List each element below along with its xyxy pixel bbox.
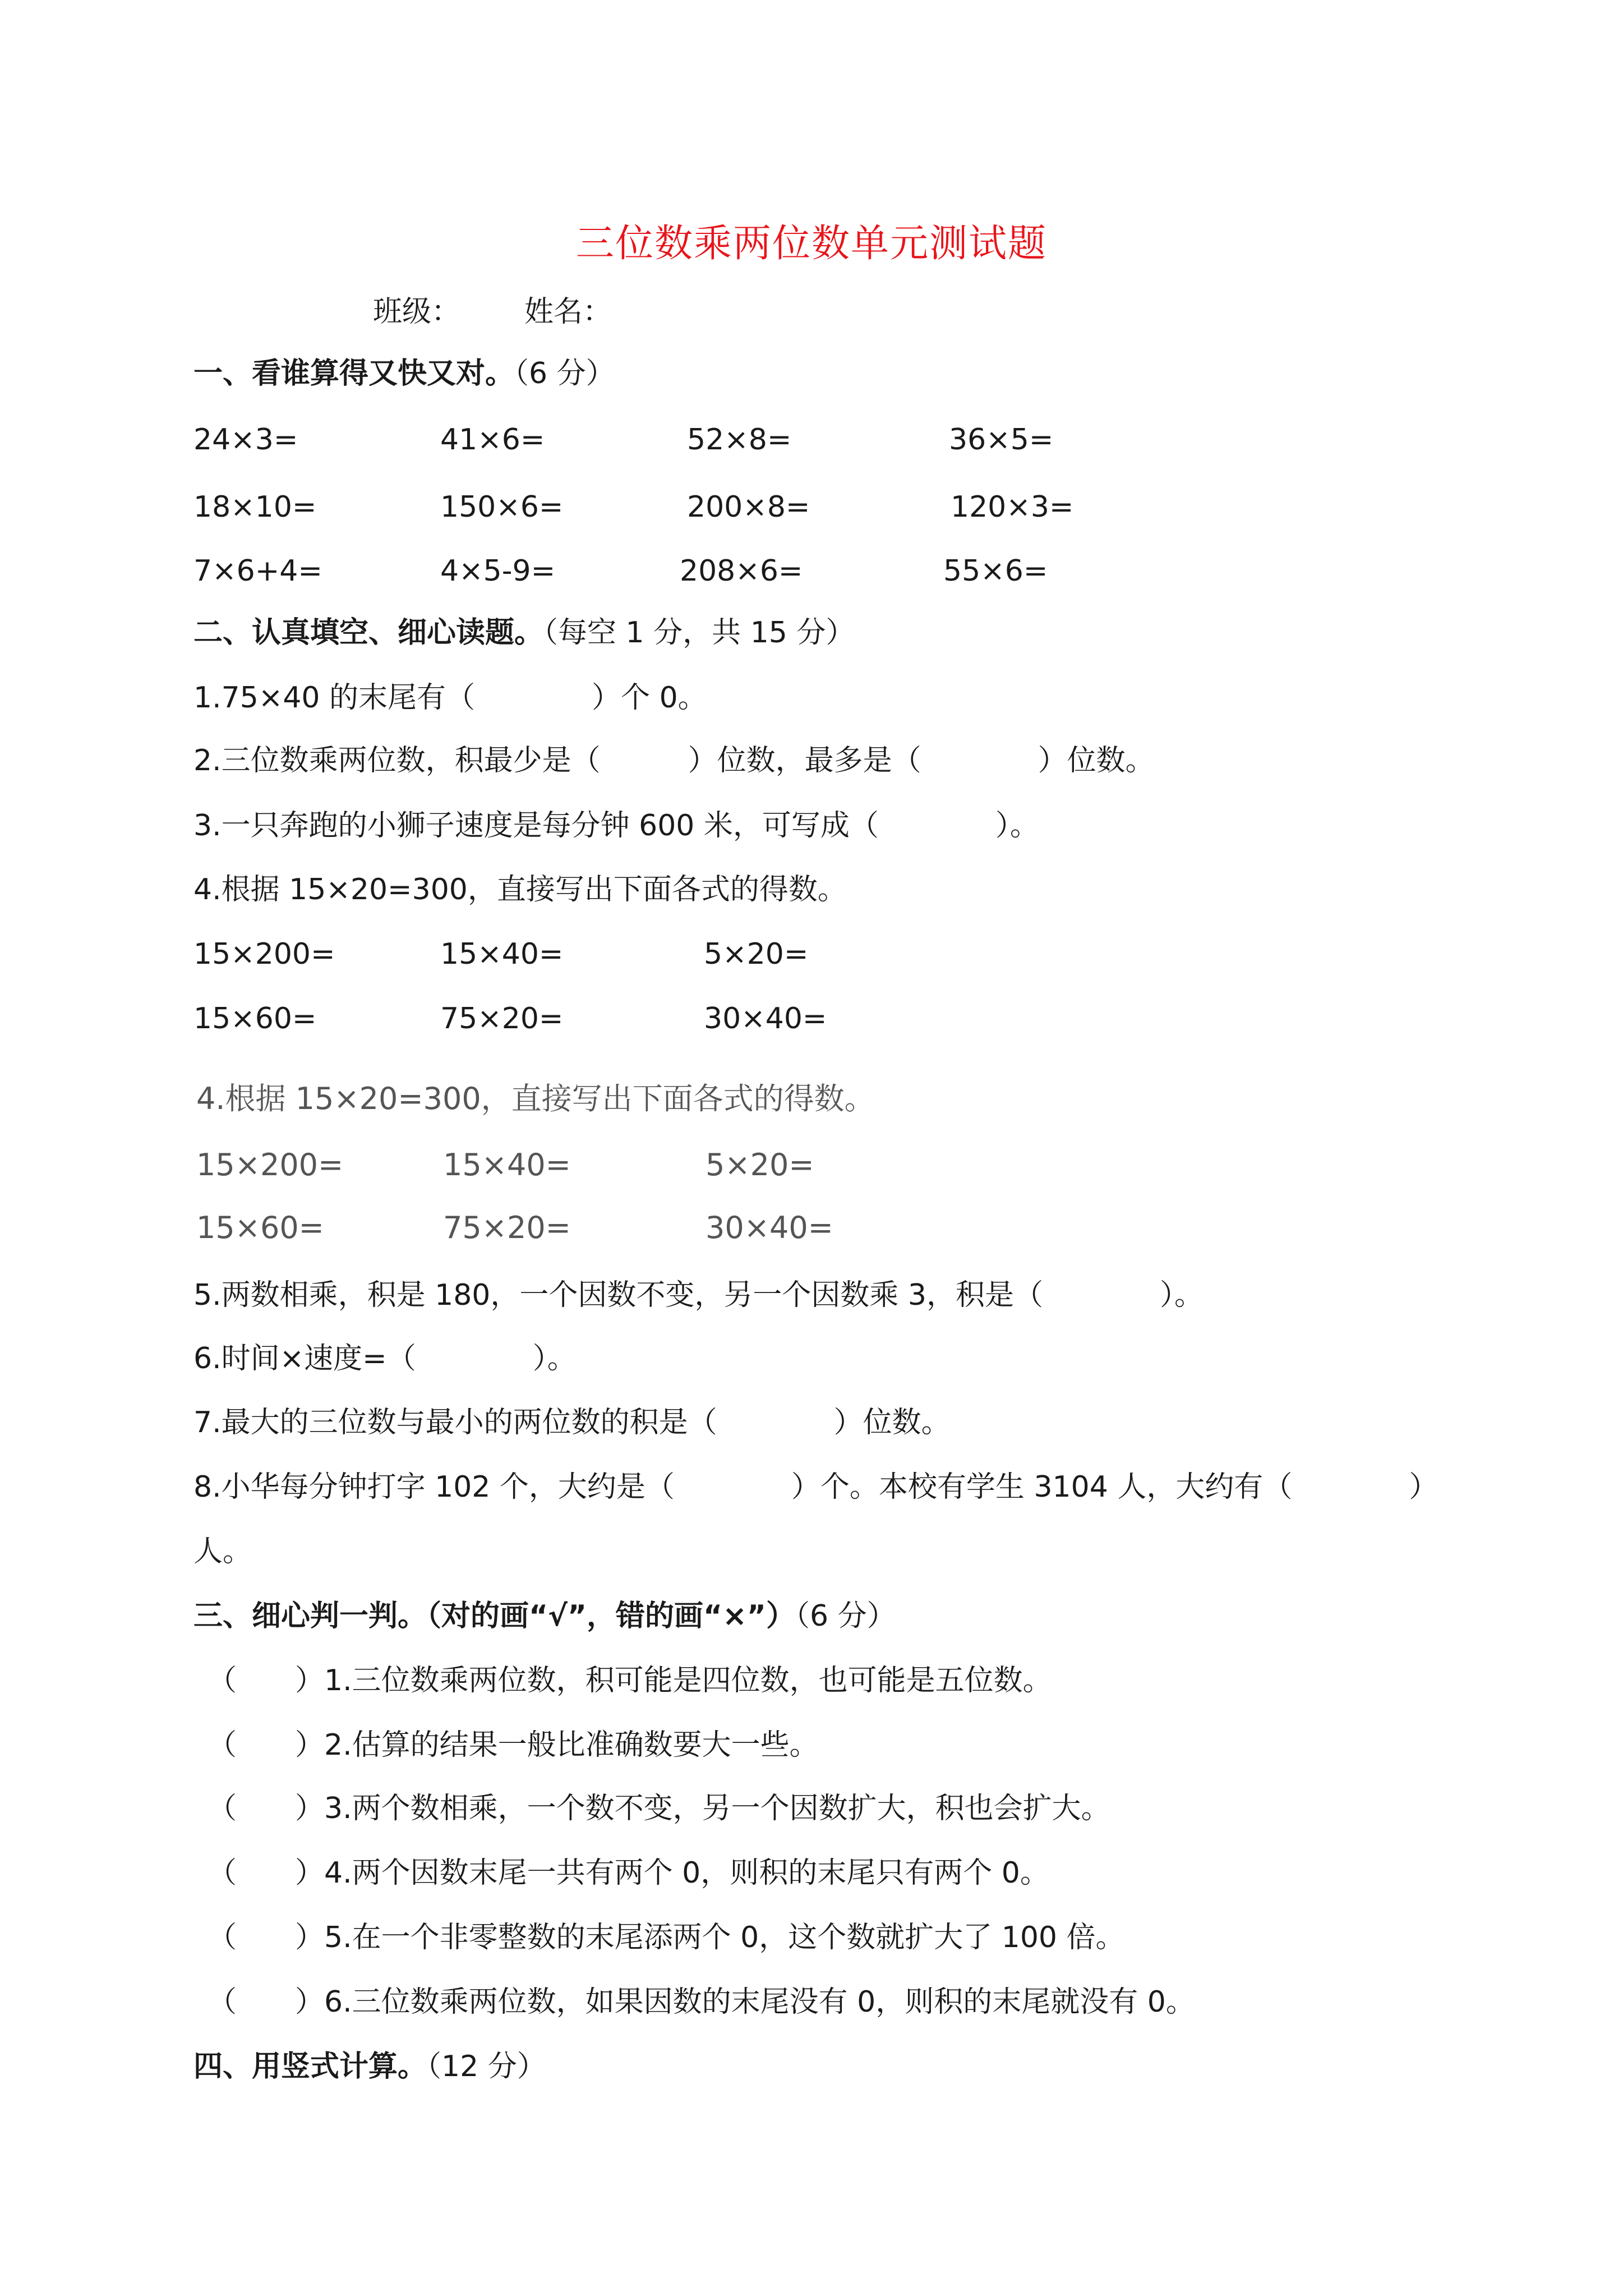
section3-heading — [193, 1599, 896, 1633]
page-title: 三位数乘两位数单元测试题 — [575, 222, 1047, 266]
calc-3-3: 208×6= — [680, 554, 803, 588]
q4-image-calc-1-1: 15×200= — [196, 1147, 344, 1182]
q4-calc-2-2: 75×20= — [440, 1002, 564, 1036]
question-1: 1.75×40 的末尾有（ ）个 0。 — [193, 681, 707, 715]
q4-image-calc-1-3: 5×20= — [706, 1147, 814, 1182]
section1-heading-text: 一、看谁算得又快又对。 — [193, 357, 515, 390]
section1-score: （6 分） — [514, 357, 615, 390]
q4-calc-1-1: 15×200= — [193, 937, 335, 971]
question-7: 7.最大的三位数与最小的两位数的积是（ ）位数。 — [193, 1406, 951, 1439]
section2-heading — [193, 616, 855, 650]
section2-heading-text: 二、认真填空、细心读题。 — [193, 616, 544, 650]
q4-image-calc-2-3: 30×40= — [706, 1210, 833, 1245]
calc-3-2: 4×5-9= — [440, 554, 556, 588]
question-6: 6.时间×速度=（ ）。 — [193, 1342, 577, 1375]
q4-calc-2-3: 30×40= — [704, 1002, 827, 1036]
name-label: 姓名： — [524, 295, 612, 329]
q4-image-calc-2-2: 75×20= — [443, 1210, 571, 1245]
question-8-line-1: 8.小华每分钟打字 102 个，大约是（ ）个。本校有学生 3104 人，大约有（ ） — [193, 1470, 1438, 1504]
judge-item-4: （ ）4.两个因数末尾一共有两个 0，则积的末尾只有两个 0。 — [208, 1856, 1049, 1890]
calc-2-2: 150×6= — [440, 490, 564, 524]
section4-score: （12 分） — [427, 2050, 546, 2083]
judge-item-5: （ ）5.在一个非零整数的末尾添两个 0，这个数就扩大了 100 倍。 — [208, 1921, 1125, 1954]
q4-image-title: 4.根据 15×20=300，直接写出下面各式的得数。 — [196, 1081, 875, 1116]
calc-1-2: 41×6= — [440, 423, 545, 457]
q4-calc-2-1: 15×60= — [193, 1002, 317, 1036]
q4-calc-1-2: 15×40= — [440, 937, 564, 971]
calc-1-4: 36×5= — [949, 423, 1054, 457]
question-5: 5.两数相乘，积是 180，一个因数不变，另一个因数乘 3，积是（ ）。 — [193, 1278, 1204, 1312]
section4-heading — [193, 2052, 546, 2081]
q4-image-calc-2-1: 15×60= — [196, 1210, 324, 1245]
section3-score: （6 分） — [795, 1599, 896, 1633]
judge-item-1: （ ）1.三位数乘两位数，积可能是四位数，也可能是五位数。 — [208, 1664, 1052, 1697]
judge-item-3: （ ）3.两个数相乘，一个数不变，另一个因数扩大，积也会扩大。 — [208, 1792, 1110, 1825]
judge-item-2: （ ）2.估算的结果一般比准确数要大一些。 — [208, 1728, 819, 1762]
question-2: 2.三位数乘两位数，积最少是（ ）位数，最多是（ ）位数。 — [193, 744, 1155, 777]
class-label: 班级： — [373, 295, 461, 329]
judge-item-6: （ ）6.三位数乘两位数，如果因数的末尾没有 0，则积的末尾就没有 0。 — [208, 1985, 1195, 2019]
q4-image-calc-1-2: 15×40= — [443, 1147, 571, 1182]
q4-calc-1-3: 5×20= — [704, 937, 809, 971]
question-8-line-2: 人。 — [193, 1535, 252, 1568]
calc-2-1: 18×10= — [193, 490, 317, 524]
question-3: 3.一只奔跑的小狮子速度是每分钟 600 米，可写成（ ）。 — [193, 809, 1039, 843]
question-4: 4.根据 15×20=300，直接写出下面各式的得数。 — [193, 873, 847, 907]
section2-score: （每空 1 分，共 15 分） — [543, 616, 855, 650]
calc-3-1: 7×6+4= — [193, 554, 322, 588]
calc-2-3: 200×8= — [687, 490, 810, 524]
section1-heading — [193, 359, 615, 388]
calc-2-4: 120×3= — [951, 490, 1074, 524]
calc-3-4: 55×6= — [943, 554, 1048, 588]
calc-1-1: 24×3= — [193, 423, 298, 457]
section3-heading-text: 三、细心判一判。（对的画“√”，错的画“×”） — [193, 1599, 795, 1633]
calc-1-3: 52×8= — [687, 423, 792, 457]
section4-heading-text: 四、用竖式计算。 — [193, 2050, 427, 2083]
